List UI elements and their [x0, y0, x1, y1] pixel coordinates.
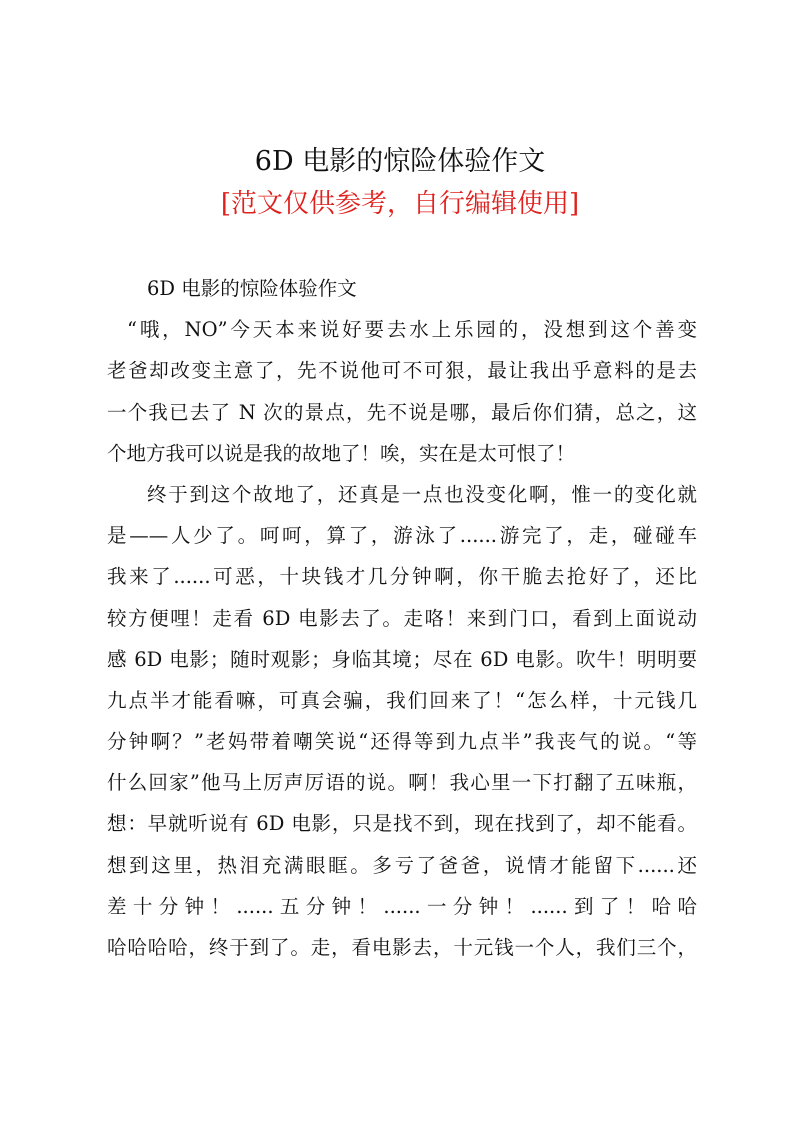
body-line: 终于到这个故地了，还真是一点也没变化啊，惟一的变化就: [147, 482, 697, 506]
document-subtitle: [范文仅供参考，自行编辑使用]: [220, 189, 580, 219]
body-line: 哈哈哈哈，终于到了。走，看电影去，十元钱一个人，我们三个，: [107, 936, 697, 959]
body-line: 分钟啊？”老妈带着嘲笑说“还得等到九点半”我丧气的说。“等: [107, 730, 697, 754]
document-body: [107, 268, 697, 968]
body-line: 差十分钟！......五分钟！......一分钟！......到了！哈哈: [107, 894, 697, 918]
body-line: 个地方我可以说是我的故地了！唉，实在是太可恨了！: [107, 441, 576, 465]
body-line: 想到这里，热泪充满眼眶。多亏了爸爸，说情才能留下......还: [107, 853, 697, 877]
body-line: 什么回家”他马上厉声厉语的说。啊！我心里一下打翻了五味瓶，: [107, 771, 697, 795]
body-line: 较方便哩！走看 6D 电影去了。走咯！来到门口，看到上面说动: [107, 606, 697, 630]
body-line: 6D 电影的惊险体验作文: [147, 277, 357, 300]
body-line: 九点半才能看嘛，可真会骗，我们回来了！“怎么样，十元钱几: [107, 688, 697, 712]
document-title: 6D 电影的惊险体验作文: [254, 146, 546, 177]
body-line: 我来了......可恶，十块钱才几分钟啊，你干脆去抢好了，还比: [107, 565, 697, 589]
body-line: 感 6D 电影；随时观影；身临其境；尽在 6D 电影。吹牛！明明要: [107, 647, 697, 671]
body-line: 想：早就听说有 6D 电影，只是找不到，现在找到了，却不能看。: [107, 812, 697, 836]
body-line: 老爸却改变主意了，先不说他可不可狠，最让我出乎意料的是去: [107, 359, 697, 383]
body-line: 是——人少了。呵呵，算了，游泳了......游完了，走，碰碰车: [107, 524, 697, 548]
body-line: “哦，NO”今天本来说好要去水上乐园的，没想到这个善变: [127, 318, 697, 342]
body-line: 一个我已去了 N 次的景点，先不说是哪，最后你们猜，总之，这: [107, 400, 697, 424]
